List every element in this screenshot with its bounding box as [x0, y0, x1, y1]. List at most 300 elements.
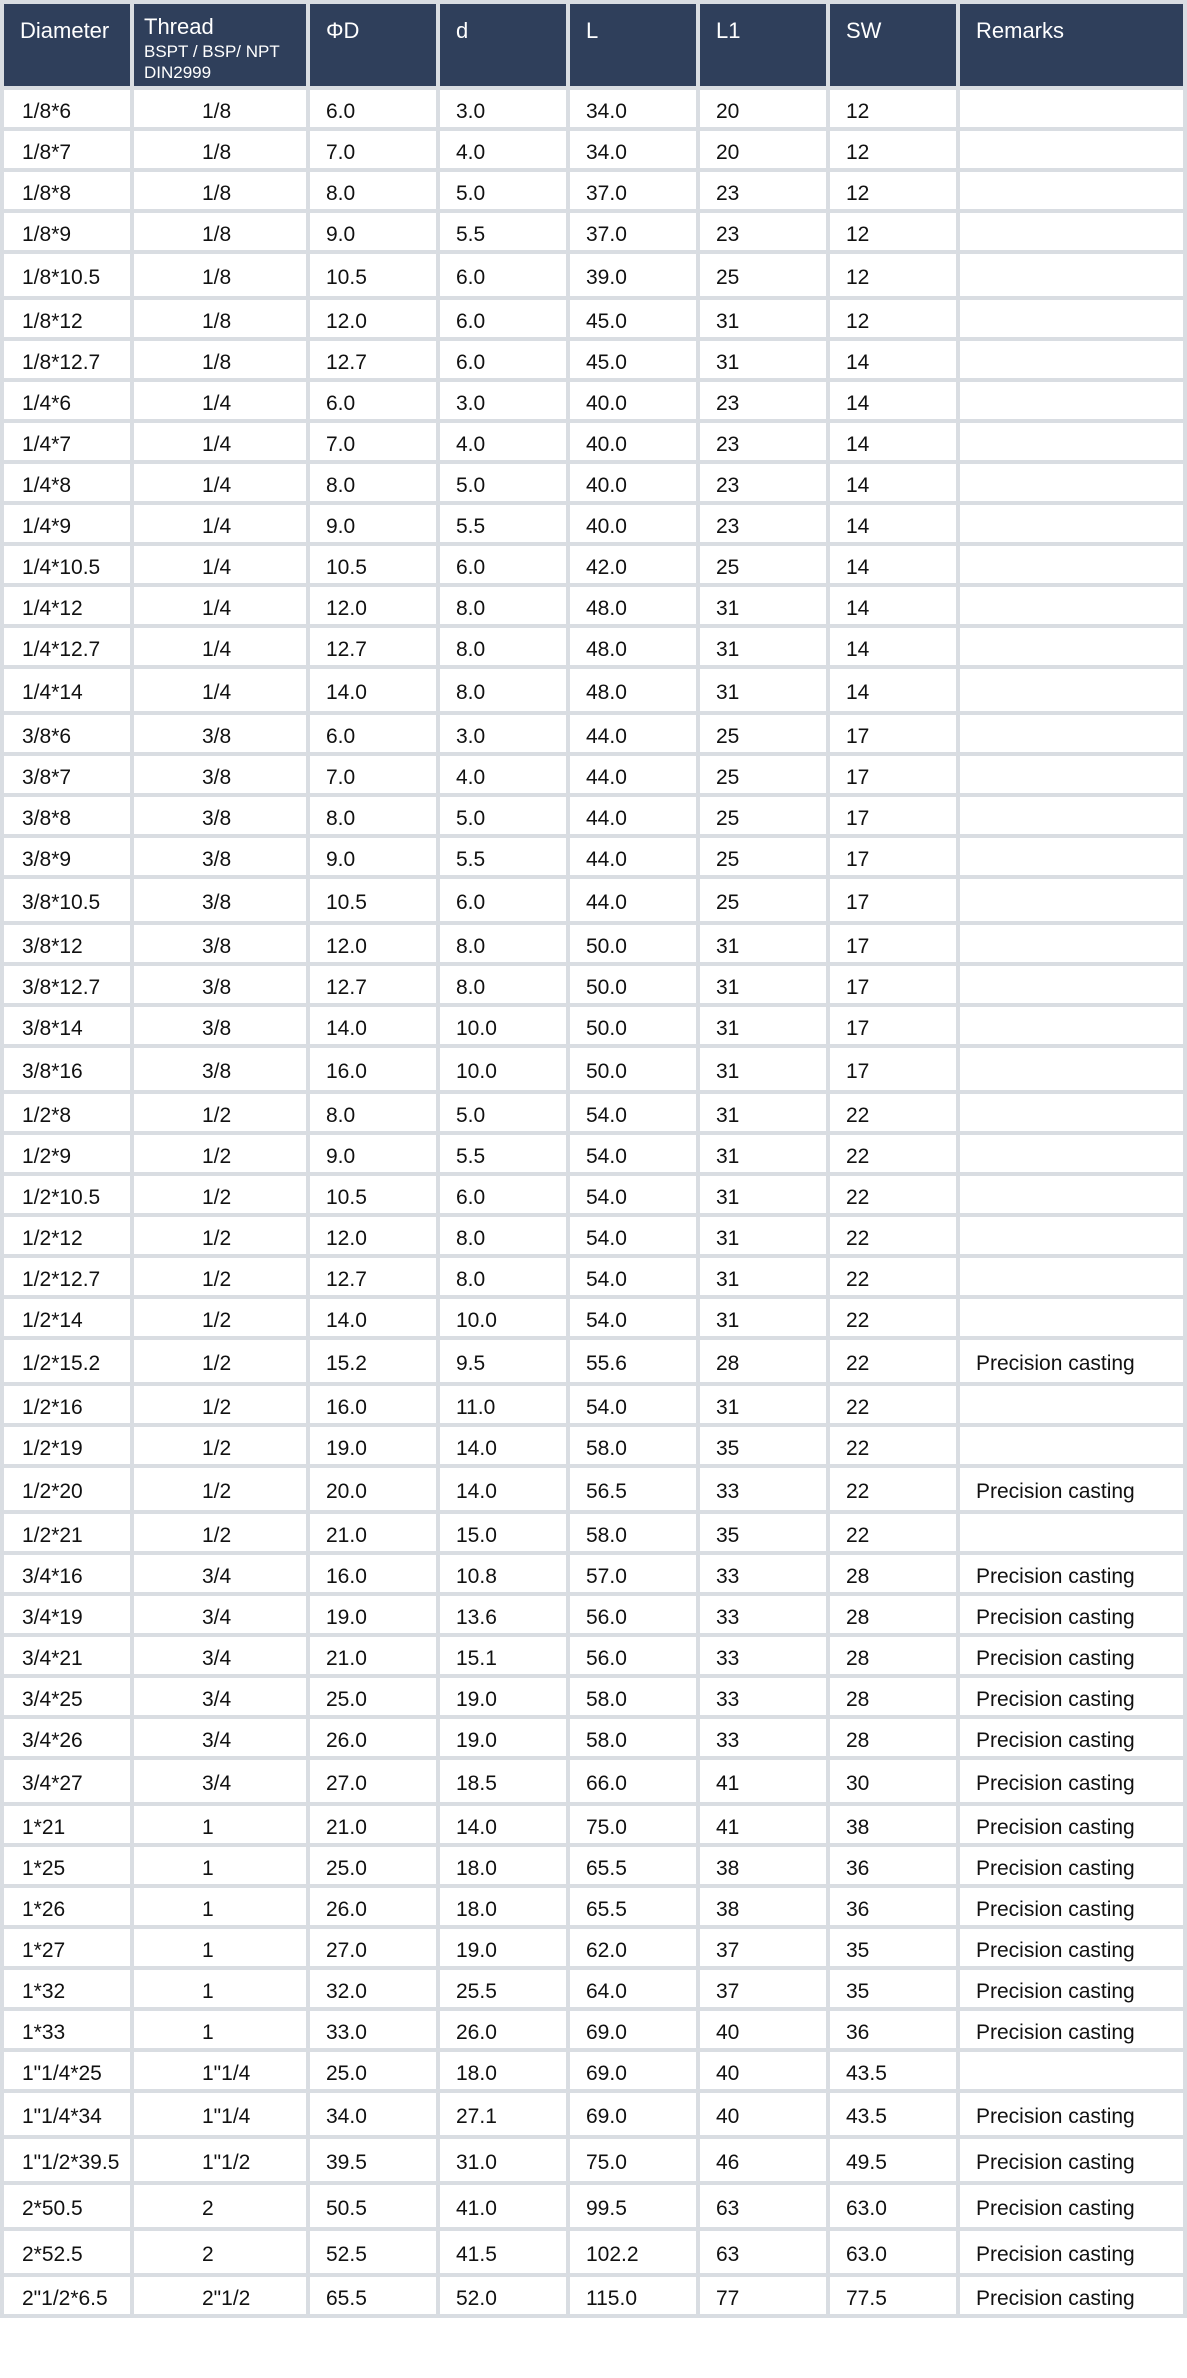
length-l1-cell: 31	[700, 1217, 826, 1254]
wrench-size-cell: 77.5	[830, 2277, 956, 2314]
thread-cell: 1/8	[134, 131, 306, 168]
remarks-cell	[960, 423, 1183, 460]
inner-diameter-cell: 6.0	[440, 1176, 566, 1213]
wrench-size-cell: 14	[830, 464, 956, 501]
diameter-cell: 1/2*12.7	[4, 1258, 130, 1295]
table-row	[4, 1806, 1183, 1843]
length-l1-cell: 31	[700, 587, 826, 624]
outer-diameter-cell: 12.7	[310, 628, 436, 665]
inner-diameter-cell: 10.0	[440, 1048, 566, 1090]
length-l1-cell: 23	[700, 172, 826, 209]
remarks-cell: Precision casting	[960, 1847, 1183, 1884]
length-l1-cell: 31	[700, 925, 826, 962]
header-thread-standard: BSPT / BSP/ NPT	[144, 42, 280, 61]
length-cell: 99.5	[570, 2185, 696, 2227]
diameter-cell: 1/2*19	[4, 1427, 130, 1464]
table-row	[4, 464, 1183, 501]
length-l1-cell: 40	[700, 2093, 826, 2135]
thread-cell: 1/8	[134, 213, 306, 250]
wrench-size-cell: 22	[830, 1135, 956, 1172]
inner-diameter-cell: 25.5	[440, 1970, 566, 2007]
length-cell: 44.0	[570, 879, 696, 921]
remarks-cell	[960, 879, 1183, 921]
wrench-size-cell: 28	[830, 1719, 956, 1756]
remarks-cell	[960, 2052, 1183, 2089]
table-row	[4, 1760, 1183, 1802]
table-row	[4, 797, 1183, 834]
remarks-cell	[960, 925, 1183, 962]
wrench-size-cell: 28	[830, 1555, 956, 1592]
length-cell: 42.0	[570, 546, 696, 583]
length-l1-cell: 23	[700, 464, 826, 501]
length-cell: 50.0	[570, 966, 696, 1003]
diameter-cell: 1/4*7	[4, 423, 130, 460]
wrench-size-cell: 17	[830, 1048, 956, 1090]
inner-diameter-cell: 14.0	[440, 1427, 566, 1464]
remarks-cell	[960, 838, 1183, 875]
length-cell: 48.0	[570, 628, 696, 665]
wrench-size-cell: 14	[830, 505, 956, 542]
thread-cell: 1/4	[134, 628, 306, 665]
thread-cell: 1	[134, 2011, 306, 2048]
table-row	[4, 505, 1183, 542]
inner-diameter-cell: 6.0	[440, 341, 566, 378]
inner-diameter-cell: 6.0	[440, 546, 566, 583]
thread-cell: 1/2	[134, 1258, 306, 1295]
header-inner-diameter: d	[440, 4, 566, 86]
diameter-cell: 1/4*9	[4, 505, 130, 542]
length-l1-cell: 77	[700, 2277, 826, 2314]
diameter-cell: 2"1/2*6.5	[4, 2277, 130, 2314]
length-l1-cell: 37	[700, 1970, 826, 2007]
thread-cell: 3/8	[134, 797, 306, 834]
remarks-cell: Precision casting	[960, 2277, 1183, 2314]
diameter-cell: 3/8*12.7	[4, 966, 130, 1003]
thread-cell: 1"1/4	[134, 2093, 306, 2135]
wrench-size-cell: 17	[830, 1007, 956, 1044]
length-cell: 58.0	[570, 1427, 696, 1464]
inner-diameter-cell: 14.0	[440, 1468, 566, 1510]
table-row	[4, 213, 1183, 250]
outer-diameter-cell: 8.0	[310, 1094, 436, 1131]
length-l1-cell: 41	[700, 1806, 826, 1843]
inner-diameter-cell: 8.0	[440, 628, 566, 665]
diameter-cell: 1/2*8	[4, 1094, 130, 1131]
length-cell: 45.0	[570, 300, 696, 337]
thread-cell: 3/8	[134, 715, 306, 752]
table-row	[4, 1719, 1183, 1756]
length-cell: 54.0	[570, 1094, 696, 1131]
remarks-cell	[960, 1299, 1183, 1336]
outer-diameter-cell: 9.0	[310, 1135, 436, 1172]
length-cell: 40.0	[570, 505, 696, 542]
length-l1-cell: 31	[700, 1299, 826, 1336]
length-cell: 44.0	[570, 756, 696, 793]
table-row	[4, 1386, 1183, 1423]
outer-diameter-cell: 27.0	[310, 1760, 436, 1802]
table-row	[4, 423, 1183, 460]
length-cell: 66.0	[570, 1760, 696, 1802]
length-cell: 39.0	[570, 254, 696, 296]
table-row	[4, 1596, 1183, 1633]
diameter-cell: 2*50.5	[4, 2185, 130, 2227]
table-row	[4, 1427, 1183, 1464]
remarks-cell	[960, 90, 1183, 127]
wrench-size-cell: 30	[830, 1760, 956, 1802]
length-l1-cell: 46	[700, 2139, 826, 2181]
outer-diameter-cell: 12.7	[310, 966, 436, 1003]
length-cell: 69.0	[570, 2093, 696, 2135]
remarks-cell	[960, 669, 1183, 711]
diameter-cell: 3/4*27	[4, 1760, 130, 1802]
remarks-cell: Precision casting	[960, 1555, 1183, 1592]
table-row	[4, 1970, 1183, 2007]
thread-cell: 1/4	[134, 546, 306, 583]
outer-diameter-cell: 20.0	[310, 1468, 436, 1510]
outer-diameter-cell: 27.0	[310, 1929, 436, 1966]
length-cell: 64.0	[570, 1970, 696, 2007]
length-l1-cell: 31	[700, 1258, 826, 1295]
table-row	[4, 546, 1183, 583]
length-l1-cell: 23	[700, 382, 826, 419]
thread-cell: 1/4	[134, 464, 306, 501]
inner-diameter-cell: 18.5	[440, 1760, 566, 1802]
inner-diameter-cell: 41.0	[440, 2185, 566, 2227]
length-cell: 69.0	[570, 2052, 696, 2089]
length-cell: 37.0	[570, 172, 696, 209]
inner-diameter-cell: 4.0	[440, 423, 566, 460]
length-cell: 56.0	[570, 1637, 696, 1674]
inner-diameter-cell: 18.0	[440, 1847, 566, 1884]
outer-diameter-cell: 25.0	[310, 1847, 436, 1884]
length-l1-cell: 20	[700, 90, 826, 127]
remarks-cell: Precision casting	[960, 1888, 1183, 1925]
header-outer-diameter: ΦD	[310, 4, 436, 86]
diameter-cell: 1/2*12	[4, 1217, 130, 1254]
length-cell: 58.0	[570, 1514, 696, 1551]
diameter-cell: 1/4*14	[4, 669, 130, 711]
length-cell: 54.0	[570, 1217, 696, 1254]
length-l1-cell: 31	[700, 1386, 826, 1423]
remarks-cell	[960, 715, 1183, 752]
thread-cell: 2	[134, 2231, 306, 2273]
wrench-size-cell: 22	[830, 1094, 956, 1131]
wrench-size-cell: 22	[830, 1217, 956, 1254]
remarks-cell: Precision casting	[960, 1678, 1183, 1715]
diameter-cell: 3/8*12	[4, 925, 130, 962]
table-row	[4, 879, 1183, 921]
inner-diameter-cell: 5.5	[440, 213, 566, 250]
length-l1-cell: 25	[700, 879, 826, 921]
outer-diameter-cell: 8.0	[310, 464, 436, 501]
diameter-cell: 1/4*12	[4, 587, 130, 624]
diameter-cell: 1/2*15.2	[4, 1340, 130, 1382]
outer-diameter-cell: 10.5	[310, 1176, 436, 1213]
remarks-cell: Precision casting	[960, 1596, 1183, 1633]
wrench-size-cell: 22	[830, 1340, 956, 1382]
length-cell: 102.2	[570, 2231, 696, 2273]
diameter-cell: 3/4*19	[4, 1596, 130, 1633]
wrench-size-cell: 14	[830, 628, 956, 665]
thread-cell: 2"1/2	[134, 2277, 306, 2314]
wrench-size-cell: 17	[830, 879, 956, 921]
remarks-cell	[960, 966, 1183, 1003]
outer-diameter-cell: 34.0	[310, 2093, 436, 2135]
inner-diameter-cell: 4.0	[440, 756, 566, 793]
header-wrench-size: SW	[830, 4, 956, 86]
remarks-cell	[960, 1048, 1183, 1090]
header-row	[4, 4, 1183, 86]
outer-diameter-cell: 12.7	[310, 341, 436, 378]
diameter-cell: 1/2*14	[4, 1299, 130, 1336]
diameter-cell: 1/2*16	[4, 1386, 130, 1423]
outer-diameter-cell: 16.0	[310, 1555, 436, 1592]
length-l1-cell: 31	[700, 966, 826, 1003]
diameter-cell: 1/8*9	[4, 213, 130, 250]
table-row	[4, 172, 1183, 209]
inner-diameter-cell: 5.5	[440, 1135, 566, 1172]
wrench-size-cell: 17	[830, 966, 956, 1003]
length-cell: 54.0	[570, 1135, 696, 1172]
remarks-cell: Precision casting	[960, 1719, 1183, 1756]
wrench-size-cell: 12	[830, 90, 956, 127]
wrench-size-cell: 63.0	[830, 2185, 956, 2227]
diameter-cell: 1/8*12	[4, 300, 130, 337]
table-row	[4, 1847, 1183, 1884]
thread-cell: 1	[134, 1806, 306, 1843]
wrench-size-cell: 63.0	[830, 2231, 956, 2273]
diameter-cell: 3/8*8	[4, 797, 130, 834]
outer-diameter-cell: 19.0	[310, 1596, 436, 1633]
length-cell: 40.0	[570, 464, 696, 501]
length-l1-cell: 25	[700, 797, 826, 834]
remarks-cell: Precision casting	[960, 1929, 1183, 1966]
length-cell: 115.0	[570, 2277, 696, 2314]
outer-diameter-cell: 25.0	[310, 1678, 436, 1715]
outer-diameter-cell: 26.0	[310, 1888, 436, 1925]
remarks-cell	[960, 382, 1183, 419]
table-row	[4, 2231, 1183, 2273]
length-cell: 65.5	[570, 1847, 696, 1884]
length-l1-cell: 31	[700, 300, 826, 337]
outer-diameter-cell: 33.0	[310, 2011, 436, 2048]
wrench-size-cell: 28	[830, 1637, 956, 1674]
length-cell: 44.0	[570, 838, 696, 875]
outer-diameter-cell: 12.0	[310, 587, 436, 624]
length-cell: 34.0	[570, 90, 696, 127]
remarks-cell: Precision casting	[960, 2093, 1183, 2135]
thread-cell: 3/4	[134, 1555, 306, 1592]
outer-diameter-cell: 10.5	[310, 546, 436, 583]
diameter-cell: 3/4*16	[4, 1555, 130, 1592]
outer-diameter-cell: 6.0	[310, 715, 436, 752]
outer-diameter-cell: 26.0	[310, 1719, 436, 1756]
length-cell: 75.0	[570, 1806, 696, 1843]
length-cell: 45.0	[570, 341, 696, 378]
outer-diameter-cell: 9.0	[310, 213, 436, 250]
diameter-cell: 1"1/4*25	[4, 2052, 130, 2089]
wrench-size-cell: 22	[830, 1299, 956, 1336]
diameter-cell: 1/4*6	[4, 382, 130, 419]
remarks-cell	[960, 131, 1183, 168]
remarks-cell	[960, 756, 1183, 793]
remarks-cell	[960, 546, 1183, 583]
inner-diameter-cell: 6.0	[440, 254, 566, 296]
outer-diameter-cell: 21.0	[310, 1806, 436, 1843]
remarks-cell	[960, 1176, 1183, 1213]
outer-diameter-cell: 9.0	[310, 505, 436, 542]
diameter-cell: 1"1/4*34	[4, 2093, 130, 2135]
inner-diameter-cell: 6.0	[440, 300, 566, 337]
thread-cell: 3/4	[134, 1596, 306, 1633]
wrench-size-cell: 17	[830, 715, 956, 752]
diameter-cell: 2*52.5	[4, 2231, 130, 2273]
wrench-size-cell: 28	[830, 1596, 956, 1633]
table-row	[4, 2011, 1183, 2048]
thread-cell: 1	[134, 1929, 306, 1966]
wrench-size-cell: 12	[830, 300, 956, 337]
length-cell: 55.6	[570, 1340, 696, 1382]
length-cell: 54.0	[570, 1176, 696, 1213]
wrench-size-cell: 36	[830, 2011, 956, 2048]
table-row	[4, 1678, 1183, 1715]
outer-diameter-cell: 9.0	[310, 838, 436, 875]
wrench-size-cell: 22	[830, 1468, 956, 1510]
wrench-size-cell: 22	[830, 1427, 956, 1464]
remarks-cell	[960, 1135, 1183, 1172]
length-l1-cell: 63	[700, 2185, 826, 2227]
length-l1-cell: 33	[700, 1596, 826, 1633]
length-l1-cell: 23	[700, 505, 826, 542]
outer-diameter-cell: 16.0	[310, 1386, 436, 1423]
length-l1-cell: 38	[700, 1888, 826, 1925]
remarks-cell: Precision casting	[960, 1637, 1183, 1674]
remarks-cell: Precision casting	[960, 2185, 1183, 2227]
length-l1-cell: 31	[700, 628, 826, 665]
wrench-size-cell: 14	[830, 587, 956, 624]
diameter-cell: 1/2*9	[4, 1135, 130, 1172]
thread-cell: 3/8	[134, 1048, 306, 1090]
diameter-cell: 3/8*16	[4, 1048, 130, 1090]
outer-diameter-cell: 12.0	[310, 300, 436, 337]
wrench-size-cell: 12	[830, 172, 956, 209]
table-row	[4, 1135, 1183, 1172]
wrench-size-cell: 14	[830, 382, 956, 419]
inner-diameter-cell: 5.5	[440, 838, 566, 875]
diameter-cell: 1/8*8	[4, 172, 130, 209]
diameter-cell: 3/8*14	[4, 1007, 130, 1044]
inner-diameter-cell: 6.0	[440, 879, 566, 921]
length-l1-cell: 31	[700, 341, 826, 378]
remarks-cell	[960, 1094, 1183, 1131]
diameter-cell: 1*33	[4, 2011, 130, 2048]
diameter-cell: 3/8*7	[4, 756, 130, 793]
wrench-size-cell: 14	[830, 341, 956, 378]
length-cell: 40.0	[570, 382, 696, 419]
table-row	[4, 669, 1183, 711]
inner-diameter-cell: 19.0	[440, 1678, 566, 1715]
inner-diameter-cell: 8.0	[440, 1217, 566, 1254]
thread-cell: 3/8	[134, 925, 306, 962]
length-cell: 44.0	[570, 715, 696, 752]
remarks-cell	[960, 300, 1183, 337]
table-row	[4, 341, 1183, 378]
outer-diameter-cell: 8.0	[310, 172, 436, 209]
thread-cell: 3/4	[134, 1760, 306, 1802]
inner-diameter-cell: 15.1	[440, 1637, 566, 1674]
thread-cell: 1/2	[134, 1340, 306, 1382]
length-l1-cell: 33	[700, 1555, 826, 1592]
diameter-cell: 1"1/2*39.5	[4, 2139, 130, 2181]
table-row	[4, 756, 1183, 793]
outer-diameter-cell: 14.0	[310, 1299, 436, 1336]
table-row	[4, 90, 1183, 127]
wrench-size-cell: 14	[830, 669, 956, 711]
outer-diameter-cell: 14.0	[310, 669, 436, 711]
inner-diameter-cell: 31.0	[440, 2139, 566, 2181]
wrench-size-cell: 17	[830, 925, 956, 962]
table-row	[4, 2185, 1183, 2227]
length-cell: 50.0	[570, 1048, 696, 1090]
thread-cell: 3/4	[134, 1637, 306, 1674]
header-remarks: Remarks	[960, 4, 1183, 86]
diameter-cell: 3/4*21	[4, 1637, 130, 1674]
remarks-cell: Precision casting	[960, 1340, 1183, 1382]
thread-cell: 1/8	[134, 254, 306, 296]
inner-diameter-cell: 52.0	[440, 2277, 566, 2314]
thread-cell: 3/8	[134, 1007, 306, 1044]
inner-diameter-cell: 5.0	[440, 464, 566, 501]
length-cell: 69.0	[570, 2011, 696, 2048]
length-l1-cell: 35	[700, 1427, 826, 1464]
length-l1-cell: 41	[700, 1760, 826, 1802]
remarks-cell	[960, 1427, 1183, 1464]
length-cell: 50.0	[570, 925, 696, 962]
length-cell: 58.0	[570, 1678, 696, 1715]
inner-diameter-cell: 26.0	[440, 2011, 566, 2048]
outer-diameter-cell: 10.5	[310, 879, 436, 921]
thread-cell: 1/2	[134, 1514, 306, 1551]
length-l1-cell: 25	[700, 546, 826, 583]
thread-cell: 3/8	[134, 879, 306, 921]
table-row	[4, 838, 1183, 875]
wrench-size-cell: 35	[830, 1970, 956, 2007]
length-l1-cell: 31	[700, 1135, 826, 1172]
thread-cell: 1	[134, 1970, 306, 2007]
diameter-cell: 3/4*25	[4, 1678, 130, 1715]
header-diameter: Diameter	[4, 4, 130, 86]
table-row	[4, 1048, 1183, 1090]
inner-diameter-cell: 3.0	[440, 382, 566, 419]
length-cell: 54.0	[570, 1386, 696, 1423]
outer-diameter-cell: 10.5	[310, 254, 436, 296]
diameter-cell: 1/4*8	[4, 464, 130, 501]
inner-diameter-cell: 8.0	[440, 587, 566, 624]
inner-diameter-cell: 11.0	[440, 1386, 566, 1423]
thread-cell: 1/8	[134, 172, 306, 209]
inner-diameter-cell: 4.0	[440, 131, 566, 168]
outer-diameter-cell: 6.0	[310, 382, 436, 419]
length-cell: 34.0	[570, 131, 696, 168]
thread-cell: 1/2	[134, 1427, 306, 1464]
length-cell: 75.0	[570, 2139, 696, 2181]
diameter-cell: 3/4*26	[4, 1719, 130, 1756]
length-cell: 54.0	[570, 1299, 696, 1336]
table-row	[4, 1555, 1183, 1592]
inner-diameter-cell: 13.6	[440, 1596, 566, 1633]
table-row	[4, 2277, 1183, 2314]
table-row	[4, 2052, 1183, 2089]
